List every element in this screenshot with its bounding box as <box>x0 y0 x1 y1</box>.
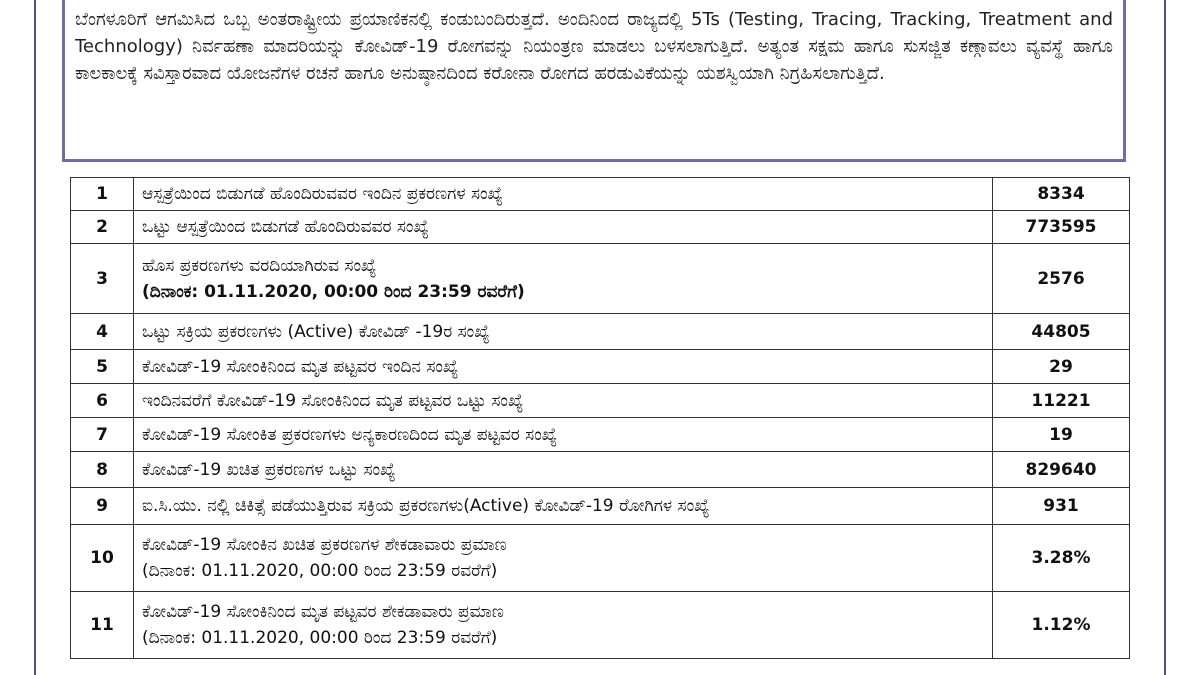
row-description <box>134 178 993 211</box>
row-date-range: (ದಿನಾಂಕ: 01.11.2020, 00:00 ರಿಂದ 23:59 ರವರೆಗೆ) <box>142 628 498 648</box>
table-row <box>71 592 1130 659</box>
table-row <box>71 488 1130 525</box>
table-row <box>71 384 1130 418</box>
table-row <box>71 350 1130 384</box>
table-row <box>71 178 1130 211</box>
row-value: 29 <box>993 350 1130 384</box>
row-number: 2 <box>71 211 134 244</box>
row-description <box>134 244 993 314</box>
table-row <box>71 314 1130 350</box>
row-number: 1 <box>71 178 134 211</box>
row-value: 11221 <box>993 384 1130 418</box>
row-description-text: ಇಂದಿನವರೆಗೆ ಕೋವಿಡ್-19 ಸೋಂಕಿನಿಂದ ಮೃತ ಪಟ್ಟವರ ಒಟ್ಟು ಸಂಖ್ಯೆ <box>142 390 524 411</box>
row-description-text: ಒಟ್ಟು ಸಕ್ರಿಯ ಪ್ರಕರಣಗಳು (Active) ಕೋವಿಡ್ -19ರ ಸಂಖ್ಯೆ <box>142 321 490 342</box>
row-description <box>134 314 993 350</box>
row-number: 9 <box>71 488 134 525</box>
row-description-text: ಆಸ್ಪತ್ರೆಯಿಂದ ಬಿಡುಗಡೆ ಹೊಂದಿರುವವರ ಇಂದಿನ ಪ್ರಕರಣಗಳ ಸಂಖ್ಯೆ <box>142 184 503 204</box>
covid-stats-table <box>70 177 1130 659</box>
table-row <box>71 418 1130 452</box>
row-description-text: ಕೋವಿಡ್-19 ಖಚಿತ ಪ್ರಕರಣಗಳ ಒಟ್ಟು ಸಂಖ್ಯೆ <box>142 459 396 480</box>
row-value: 19 <box>993 418 1130 452</box>
row-value: 3.28% <box>993 525 1130 592</box>
row-description <box>134 350 993 384</box>
row-description <box>134 384 993 418</box>
row-value: 773595 <box>993 211 1130 244</box>
row-description-text: ಐ.ಸಿ.ಯು. ನಲ್ಲಿ ಚಿಕಿತ್ಸೆ ಪಡೆಯುತ್ತಿರುವ ಸಕ್ರಿಯ ಪ್ರಕರಣಗಳು(Active) ಕೋವಿಡ್-19 ರೋಗಿಗಳ ಸಂಖ್ಯೆ <box>142 496 710 516</box>
table-row <box>71 211 1130 244</box>
intro-paragraph: ಬೆಂಗಳೂರಿಗೆ ಆಗಮಿಸಿದ ಒಬ್ಬ ಅಂತರಾಷ್ಟ್ರೀಯ ಪ್ರಯಾಣಿಕನಲ್ಲಿ ಕಂಡುಬಂದಿರುತ್ತದೆ. ಅಂದಿನಿಂದ ರಾಜ್ಯದಲ್ಲಿ 5Ts (Testing, Tracing, Tracking, Treatment and Technology) ನಿರ್ವಹಣಾ ಮಾದರಿಯನ್ನು ಕೋವಿಡ್-19 ರೋಗವನ್ನು ನಿಯಂತ್ರಣ ಮಾಡಲು ಬಳಸಲಾಗುತ್ತಿದೆ. ಅತ್ಯಂತ ಸಕ್ಷಮ ಹಾಗೂ ಸುಸಜ್ಜಿತ ಕಣ್ಗಾವಲು ವ್ಯವಸ್ಥೆ ಹಾಗೂ ಕಾಲಕಾಲಕ್ಕೆ ಸವಿಸ್ತಾರವಾದ ಯೋಜನೆಗಳ ರಚನೆ ಹಾಗೂ ಅನುಷ್ಠಾನದಿಂದ ಕರೋನಾ ರೋಗದ ಹರಡುವಿಕೆಯನ್ನು ಯಶಸ್ವಿಯಾಗಿ ನಿಗ್ರಹಿಸಲಾಗುತ್ತಿದೆ. <box>75 9 1113 84</box>
row-number: 7 <box>71 418 134 452</box>
row-description-text: ಕೋವಿಡ್-19 ಸೋಂಕಿನಿಂದ ಮೃತ ಪಟ್ಟವರ ಇಂದಿನ ಸಂಖ್ಯೆ <box>142 356 459 377</box>
row-number: 10 <box>71 525 134 592</box>
row-description-text: ಒಟ್ಟು ಆಸ್ಪತ್ರೆಯಿಂದ ಬಿಡುಗಡೆ ಹೊಂದಿರುವವರ ಸಂಖ್ಯೆ <box>142 217 429 237</box>
row-description <box>134 525 993 592</box>
row-value: 44805 <box>993 314 1130 350</box>
row-description-text: ಹೊಸ ಪ್ರಕರಣಗಳು ವರದಿಯಾಗಿರುವ ಸಂಖ್ಯೆ <box>142 255 377 276</box>
row-description <box>134 418 993 452</box>
row-description <box>134 592 993 659</box>
row-description <box>134 211 993 244</box>
row-description-text: ಕೋವಿಡ್-19 ಸೋಂಕಿನ ಖಚಿತ ಪ್ರಕರಣಗಳ ಶೇಕಡಾವಾರು ಪ್ರಮಾಣ <box>142 535 507 555</box>
table-row <box>71 525 1130 592</box>
row-value: 8334 <box>993 178 1130 211</box>
row-number: 5 <box>71 350 134 384</box>
row-description-text: ಕೋವಿಡ್-19 ಸೋಂಕಿತ ಪ್ರಕರಣಗಳು ಅನ್ಯಕಾರಣದಿಂದ ಮೃತ ಪಟ್ಟವರ ಸಂಖ್ಯೆ <box>142 424 558 445</box>
row-number: 4 <box>71 314 134 350</box>
row-number: 6 <box>71 384 134 418</box>
row-date-range: (ದಿನಾಂಕ: 01.11.2020, 00:00 ರಿಂದ 23:59 ರವರೆಗೆ) <box>142 561 498 581</box>
row-value: 829640 <box>993 452 1130 488</box>
row-number: 8 <box>71 452 134 488</box>
table-row <box>71 452 1130 488</box>
intro-box <box>62 0 1126 162</box>
row-value: 2576 <box>993 244 1130 314</box>
row-value: 931 <box>993 488 1130 525</box>
row-number: 11 <box>71 592 134 659</box>
row-number: 3 <box>71 244 134 314</box>
table-row <box>71 244 1130 314</box>
row-description-text: ಕೋವಿಡ್-19 ಸೋಂಕಿನಿಂದ ಮೃತ ಪಟ್ಟವರ ಶೇಕಡಾವಾರು ಪ್ರಮಾಣ <box>142 602 504 622</box>
row-description <box>134 452 993 488</box>
row-description <box>134 488 993 525</box>
row-date-range: (ದಿನಾಂಕ: 01.11.2020, 00:00 ರಿಂದ 23:59 ರವರೆಗೆ) <box>142 281 525 302</box>
row-value: 1.12% <box>993 592 1130 659</box>
